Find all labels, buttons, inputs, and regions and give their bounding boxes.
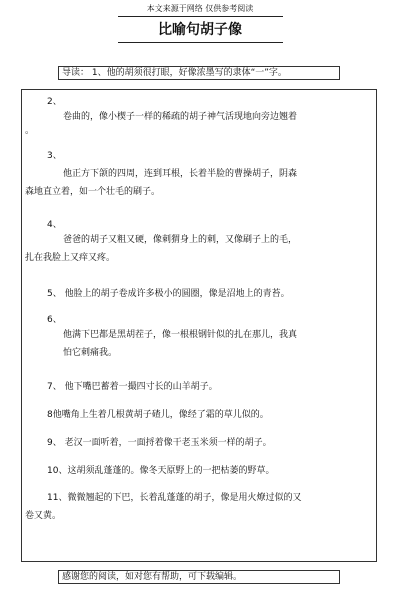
item-text: 9、 老汉一面听着，一面捋着像干老玉米须一样的胡子。 [47,438,272,448]
page-title: 比喻句胡子像 [158,22,242,38]
item-text: 卷曲的，像小楔子一样的稀疏的胡子神气活现地向旁边翘着 [63,112,298,122]
list-item [22,491,374,523]
list-item [22,95,374,138]
item-text: 他正方下颌的四周，连到耳根，长着半脸的曹操胡子，阴森 [63,169,298,179]
item-text: 。 [25,126,35,136]
list-item [22,149,374,199]
item-number: 6、 [47,315,62,325]
item-text: 10、这胡须乱蓬蓬的。像冬天原野上的一把枯萎的野草。 [47,466,275,476]
list-item [22,436,374,450]
item-text: 5、 他脸上的胡子卷成许多极小的圆圈，像是沼地上的青苔。 [47,289,290,299]
list-item [22,218,374,265]
item-text: 扎在我脸上又痒又疼。 [25,253,116,263]
list-item [22,287,374,301]
item-text: 8他嘴角上生着几根黄胡子碴儿，像经了霜的草儿似的。 [47,410,269,420]
item-text: 他满下巴都是黑胡茬子，像一根根钢针似的扎在那儿，我真 [63,330,298,340]
item-text: 7、 他下嘴巴蓄着一撮四寸长的山羊胡子。 [47,382,218,392]
list-item [22,464,374,478]
item-number: 3、 [47,151,62,161]
content-box [21,89,377,562]
item-text: 卷又黄。 [25,511,62,521]
item-text: 11、微微翘起的下巴，长着乱蓬蓬的胡子，像是用火燎过似的又 [47,493,302,503]
item-number: 2、 [47,97,62,107]
item-text: 爸爸的胡子又粗又硬，像刺猬身上的刺，又像刷子上的毛， [63,235,298,245]
footer-box: 感谢您的阅读，如对您有帮助，可下载编辑。 [58,570,340,584]
source-note: 本文来源于网络 仅供参考阅读 [146,4,254,13]
item-text: 怕它刺痛我。 [63,348,118,358]
list-item [22,408,374,422]
item-text: 森地直立着，如一个壮毛的刷子。 [25,187,161,197]
item-number: 4、 [47,220,62,230]
guide-box: 导读： 1、他的胡须很打眼，好像浓墨写的隶体“一”字。 [58,66,340,80]
list-item [22,313,374,360]
title-rule [118,42,283,43]
header-rule [118,16,283,17]
list-item [22,380,374,394]
